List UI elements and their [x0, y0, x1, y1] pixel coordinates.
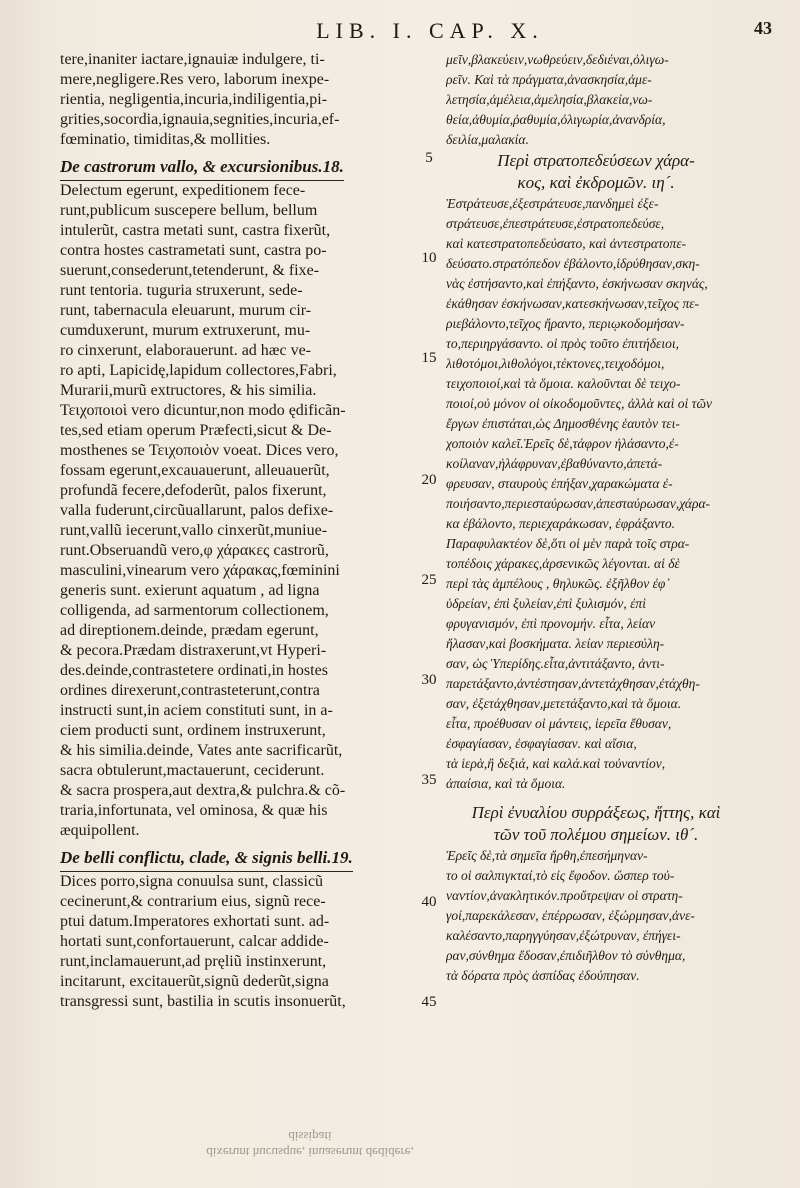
- section-heading: τῶν τοῦ πολέμου σημείων. ιθ´.: [493, 825, 699, 844]
- text-line: στράτευσε,ἐπεστράτευσε,ἐστρατοπεδεύσε,: [446, 216, 665, 231]
- text-line: παρετάξαντο,ἀντέστησαν,ἀντετάχθησαν,ἐτάχθη-: [446, 676, 700, 691]
- text-line: hortati sunt,confortauerunt, calcar addide-: [60, 933, 329, 950]
- section-heading-row: [446, 172, 746, 194]
- text-line: μεῖν,βλακεύειν,νωθρεύειν,δεδιέναι,ὀλιγω-: [446, 52, 669, 67]
- text-line: ποιήσαντο,περιεσταύρωσαν,ἀπεσταύρωσαν,χάρα-: [446, 496, 711, 511]
- line-number: 25: [421, 572, 437, 588]
- text-line: ad direptionem.deinde, prædam egerunt,: [60, 622, 319, 639]
- text-line: cumduxerunt, murum extruxerunt, mu-: [60, 322, 311, 339]
- line-number: 15: [421, 350, 437, 366]
- text-line: Ἐρεῖς δὲ,τὰ σημεῖα ἤρθη,ἐπεσήμηναν-: [446, 848, 648, 863]
- text-line: ἤλασαν,καὶ βοσκήματα. λείαν περιεσύλη-: [446, 636, 665, 651]
- text-line: το,περιηργάσαντο. οἱ πρὸς τοῦτο ἐπιτήδειοι,: [446, 336, 679, 351]
- text-line: λιθοτόμοι,λιθολόγοι,τέκτονες,τειχοδόμοι,: [446, 356, 665, 371]
- text-line: runt,vallũ iecerunt,vallo cinxerũt,muniue-: [60, 522, 328, 539]
- text-line: sacra obtulerunt,mactauerunt, ceciderunt.: [60, 762, 325, 779]
- text-line: ro cinxerunt, elaborauerunt. ad hæc ve-: [60, 342, 312, 359]
- text-line: ἔργων ἐπιστάται,ὡς Δημοσθένης ἑαυτὸν τει-: [446, 416, 680, 431]
- text-line: & pecora.Prædam distraxerunt,vt Hyperi-: [60, 642, 327, 659]
- text-line: transgressi sunt, bastilia in scutis insonuerũt,: [60, 993, 346, 1010]
- text-line: κοίλαναν,ἠλάφρυναν,ἐβαθύναντο,ἀπετά-: [446, 456, 663, 471]
- text-line: λετησία,ἀμέλεια,ἀμελησία,βλακεία,νω-: [446, 92, 653, 107]
- text-line: γοί,παρεκάλεσαν, ἐπέρρωσαν, ἐξώρμησαν,ἀνε-: [446, 908, 695, 923]
- text-line: tes,sed etiam operum Præfecti,sicut & De-: [60, 422, 332, 439]
- text-line: æquipollent.: [60, 822, 140, 839]
- text-line: Murarii,murũ extructores, & his similia.: [60, 382, 317, 399]
- text-line: σαν, ὡς Ὑπερίδης.εἶτα,ἀντιτάξαντο, ἀντι-: [446, 656, 665, 671]
- text-line: colligenda, ad sarmentorum collectionem,: [60, 602, 329, 619]
- text-line: κα ἐβάλοντο, περιεχαράκωσαν, ἐφράξαντο.: [446, 516, 676, 531]
- section-heading: Περὶ στρατοπεδεύσεων χάρα-: [497, 151, 695, 170]
- text-line: fœminatio, timiditas,& mollities.: [60, 131, 271, 148]
- section-heading-row: [446, 802, 746, 824]
- text-line: ciem producti sunt, ordinem instruxerunt,: [60, 722, 326, 739]
- text-line: ναντίον,ἀνακλητικόν.προὔτρεψαν οἱ στρατη-: [446, 888, 683, 903]
- text-line: σαν, ἐξετάχθησαν,μετετάξαντο,καὶ τὰ ὅμοια.: [446, 696, 682, 711]
- text-line: tere,inaniter iactare,ignauiæ indulgere, ti-: [60, 51, 325, 68]
- text-line: δεύσατο.στρατόπεδον ἐβάλοντο,ἱδρύθησαν,σκη-: [446, 256, 700, 271]
- text-line: masculini,vinearum vero χάρακας,fœminini: [60, 562, 340, 579]
- text-line: mosthenes se Τειχοποιὸν voeat. Dices vero,: [60, 442, 339, 459]
- section-heading: Περὶ ἐνυαλίου συρράξεως, ἥττης, καὶ: [471, 803, 721, 822]
- text-line: Τειχοποιοὶ vero dicuntur,non modo ędificãn-: [60, 402, 346, 419]
- text-line: τοπέδοις χάρακες,ἀρσενικῶς λέγονται. αἱ δὲ: [446, 556, 680, 571]
- text-line: contra hostes castrametati sunt, castra po-: [60, 242, 327, 259]
- text-line: incitarunt, excitauerũt,signũ dederũt,signa: [60, 973, 329, 990]
- text-line: τὰ δόρατα πρὸς ἀσπίδας ἐδούπησαν.: [446, 968, 640, 983]
- text-line: ro apti, Lapicidę,lapidum collectores,Fabri,: [60, 362, 337, 379]
- text-line: ordines direxerunt,contrasteterunt,contra: [60, 682, 320, 699]
- section-heading-row: [60, 150, 412, 181]
- text-line: cecinerunt,& contrarium eius, signũ rece-: [60, 893, 326, 910]
- greek-column: [446, 50, 746, 986]
- text-line: runt.Obseruandũ vero,φ χάρακες castrorũ,: [60, 542, 329, 559]
- latin-column: [60, 50, 412, 1012]
- text-line: runt,inclamauerunt,ad pręliũ instinxerunt,: [60, 953, 327, 970]
- text-line: το οἱ σαλπιγκταί,τὸ εἰς ἔφοδον. ὥσπερ τοὐ-: [446, 868, 675, 883]
- text-line: valla fuderunt,circũuallarunt, palos defixe-: [60, 502, 334, 519]
- text-line: rientia, negligentia,incuria,indiligentia,pi-: [60, 91, 328, 108]
- section-heading: De castrorum vallo, & excursionibus.18.: [60, 154, 344, 181]
- line-number: 20: [421, 472, 437, 488]
- text-line: ρεῖν. Καὶ τὰ πράγματα,ἀνασκησία,ἀμε-: [446, 72, 652, 87]
- text-line: τὰ ἱερὰ,ἢ δεξιά, καὶ καλά.καὶ τοὐναντίον,: [446, 756, 666, 771]
- running-title: LIB. I. CAP. X.: [316, 18, 544, 43]
- text-line: & his similia.deinde, Vates ante sacrificarũt,: [60, 742, 343, 759]
- text-line: profundã fecere,defoderũt, palos fixerunt,: [60, 482, 327, 499]
- text-line: fossam egerunt,excauauerunt, alleuauerũt,: [60, 462, 330, 479]
- text-line: runt,publicum susceperе bellum, bellum: [60, 202, 318, 219]
- text-line: Παραφυλακτέον δὲ,ὅτι οἱ μὲν παρὰ τοῖς στρα-: [446, 536, 690, 551]
- text-line: φρυγανισμόν, ἐπὶ προνομήν. εἶτα, λείαν: [446, 616, 656, 631]
- line-number: 10: [421, 250, 437, 266]
- section-heading-row: [446, 150, 746, 172]
- text-line: ραν,σύνθημα ἔδοσαν,ἐπιδιῆλθον τὸ σύνθημα,: [446, 948, 686, 963]
- section-heading-row: [60, 841, 412, 872]
- text-line: ἀπαίσια, καὶ τὰ ὅμοια.: [446, 776, 566, 791]
- text-line: νὰς ἐστήσαντο,καὶ ἐπήξαντο, ἐσκήνωσαν σκηνάς,: [446, 276, 708, 291]
- text-line: χοποιὸν καλεῖ.Ἐρεῖς δὲ,τάφρον ἠλάσαντο,ἐ-: [446, 436, 679, 451]
- section-heading-row: [446, 824, 746, 846]
- text-line: καὶ κατεστρατοπεδεύσατο, καὶ ἀντεστρατοπε-: [446, 236, 687, 251]
- text-line: & sacra prospera,aut dextra,& pulchra.& cõ-: [60, 782, 346, 799]
- text-line: runt tentoria. tuguria struxerunt, sede-: [60, 282, 303, 299]
- text-line: τειχοποιοί,καὶ τὰ ὅμοια. καλοῦνται δὲ τειχο-: [446, 376, 681, 391]
- bleed-through-text: dixerunt hucusque, inuaserunt dedidere, dissipati: [206, 1129, 414, 1160]
- text-line: generis sunt. exierunt aquatum , ad ligna: [60, 582, 320, 599]
- text-line: instructi sunt,in aciem constituti sunt, in a-: [60, 702, 333, 719]
- text-line: ἐσφαγίασαν, ἐσφαγίασαν. καὶ αἴσια,: [446, 736, 637, 751]
- text-line: traria,infortunata, vel ominosa, & quæ his: [60, 802, 328, 819]
- text-line: φρευσαν, σταυροὺς ἐπήξαν,χαρακώματα ἐ-: [446, 476, 673, 491]
- text-line: Dices porro,signa conuulsa sunt, classicũ: [60, 873, 324, 890]
- line-number: 35: [421, 772, 437, 788]
- section-heading: κος, καὶ ἐκδρομῶν. ιη´.: [517, 173, 675, 192]
- text-line: θεία,ἀθυμία,ῥαθυμία,ὀλιγωρία,ἀνανδρία,: [446, 112, 666, 127]
- line-number: 45: [421, 994, 437, 1010]
- line-number: 5: [425, 150, 433, 166]
- text-line: ὑδρείαν, ἐπὶ ξυλείαν,ἐπὶ ξυλισμόν, ἐπὶ: [446, 596, 646, 611]
- text-line: ποιοί,οὐ μόνον οἱ οἰκοδομοῦντες, ἀλλὰ καὶ οἱ τῶν: [446, 396, 712, 411]
- text-line: grities,socordia,ignauia,segnities,incuria,ef-: [60, 111, 340, 128]
- text-line: ἐκάθησαν ἐσκήνωσαν,κατεσκήνωσαν,τεῖχος πε-: [446, 296, 700, 311]
- text-line: ptui datum.Imperatores exhortati sunt. ad-: [60, 913, 330, 930]
- page-number: 43: [754, 18, 772, 38]
- text-line: runt, tabernacula eleuarunt, murum cir-: [60, 302, 312, 319]
- text-line: des.deinde,contrastetere ordinati,in hostes: [60, 662, 328, 679]
- column-gap: [446, 794, 746, 802]
- line-number: 30: [421, 672, 437, 688]
- text-line: καλέσαντο,παρηγγύησαν,ἐξώτρυναν, ἐπήγει-: [446, 928, 681, 943]
- text-line: Ἐστράτευσε,ἐξεστράτευσε,πανδημεὶ ἐξε-: [446, 196, 659, 211]
- text-line: Delectum egerunt, expeditionem fece-: [60, 182, 306, 199]
- text-line: εἶτα, προέθυσαν οἱ μάντεις, ἱερεῖα ἔθυσαν,: [446, 716, 672, 731]
- text-line: intulerũt, castra metati sunt, castra fixerũt,: [60, 222, 331, 239]
- text-line: ριεβάλοντο,τεῖχος ἤραντο, περιῳκοδομήσαν-: [446, 316, 685, 331]
- text-line: mere,negligere.Res vero, laborum inexpe-: [60, 71, 330, 88]
- text-line: suerunt,consederunt,tetenderunt, & fixe-: [60, 262, 320, 279]
- text-line: δειλία,μαλακία.: [446, 132, 529, 147]
- text-line: περὶ τὰς ἀμπέλους , θηλυκῶς. ἐξῆλθον ἐφ᾽: [446, 576, 670, 591]
- section-heading: De belli conflictu, clade, & signis belli.19.: [60, 845, 353, 872]
- line-number: 40: [421, 894, 437, 910]
